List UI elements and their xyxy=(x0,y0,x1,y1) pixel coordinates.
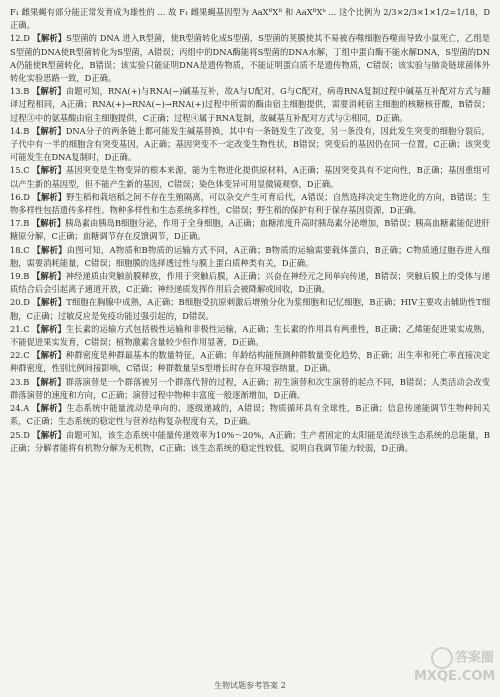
question-number: 21.C xyxy=(10,323,30,334)
question-number: 13.B xyxy=(10,86,30,97)
question-number: 17.B xyxy=(10,218,30,229)
analysis-tag: 【解析】 xyxy=(31,218,66,229)
analysis-tag: 【解析】 xyxy=(32,125,66,136)
answer-paragraph xyxy=(10,217,490,243)
question-number: 23.B xyxy=(10,376,30,387)
answer-paragraph xyxy=(10,6,490,32)
analysis-tag: 【解析】 xyxy=(32,323,66,334)
answer-paragraph xyxy=(10,296,490,322)
analysis-text: 由题可知，该生态系统中能量传递效率为10%～20%，A正确；生产者固定的太阳能是流经该生态系统的总能量，B正确；分解者能将有机物分解为无机物，C正确；该生态系统的稳定性较低，说明自我调节能力较弱，D正确。 xyxy=(10,429,490,453)
analysis-text: F₁ 雌果蝇有部分能正常发育成为雄性的 ... 故 F₁ 雌果蝇基因型为 AaXᴮXᴮ 和 AaXᴮXᵇ ... 这个比例为 2/3×2/3×1×1/2=1/18，D 正确。 xyxy=(10,7,490,31)
answer-paragraph xyxy=(10,429,490,455)
analysis-tag: 【解析】 xyxy=(32,86,66,97)
question-number: 16.D xyxy=(10,191,30,202)
answer-paragraph xyxy=(10,270,490,296)
answer-paragraph xyxy=(10,402,490,428)
analysis-text: DNA分子的两条链上都可能发生碱基替换，其中有一条链发生了改变，另一条没有，因此发生突变的细胞分裂后，子代中有一半的细胞含有突变基因，A正确；基因突变不一定改变生物性状，B错误；突变后的基因仍在同一位置，C正确；该突变可能发生在DNA复制时，D正确。 xyxy=(10,125,490,163)
analysis-tag: 【解析】 xyxy=(32,403,67,414)
answer-paragraph xyxy=(10,349,490,375)
analysis-text: T细胞在胸腺中成熟，A正确；B细胞受抗原刺激后增殖分化为浆细胞和记忆细胞，B正确；HIV主要攻击辅助性T细胞，C正确；过敏反应是免疫功能过强引起的，D错误。 xyxy=(10,297,491,321)
analysis-text: 由题可知，RNA(+)与RNA(−)碱基互补，故A与U配对，G与C配对，病毒RNA复制过程中碱基互补配对方式与翻译过程相同，A正确；RNA(+)→RNA(−)→RNA(+)过程中所需的酶由宿主细胞提供，需要消耗宿主细胞的核糖核苷酸，B错误；过程③中的氨基酸由宿主细胞提供，C正确；过程④属于RNA复制，故碱基互补配对方式与②相同，D正确。 xyxy=(10,86,491,123)
analysis-text: 基因突变是生物变异的根本来源，能为生物进化提供原材料，A正确；基因突变具有不定向性，B正确；基因重组可以产生新的基因型，但不能产生新的基因，C错误；染色体变异可用显微镜观察，D正确。 xyxy=(10,165,490,189)
question-number: 15.C xyxy=(10,165,30,176)
watermark-line1: 答案圈 xyxy=(454,650,494,666)
analysis-text: 生态系统中能量流动是单向的、逐级递减的，A错误；物质循环具有全球性，B正确；信息传递能调节生物种间关系，C正确；生态系统的稳定性与营养结构复杂程度有关，D正确。 xyxy=(10,403,491,427)
analysis-tag: 【解析】 xyxy=(32,376,66,387)
analysis-tag: 【解析】 xyxy=(32,165,66,176)
watermark-logo-icon xyxy=(431,647,453,669)
question-number: 18.C xyxy=(10,244,30,255)
watermark-line2: MXQE.COM xyxy=(414,669,496,684)
analysis-tag: 【解析】 xyxy=(32,429,66,440)
analysis-text: 由图可知，A物质和B物质的运输方式不同，A正确；B物质的运输需要载体蛋白，B正确；C物质通过胞吞进入细胞，需要消耗能量，C错误；细胞膜的选择透过性与膜上蛋白质种类有关，D正确。 xyxy=(10,244,490,268)
question-number: 19.B xyxy=(10,271,30,282)
question-number: 24.A xyxy=(10,403,30,414)
analysis-tag: 【解析】 xyxy=(32,244,67,255)
analysis-tag: 【解析】 xyxy=(32,297,67,308)
analysis-text: 神经递质由突触前膜释放，作用于突触后膜，A正确；兴奋在神经元之间单向传递，B错误；突触后膜上的受体与递质结合后会引起离子通道开放，C正确；神经递质发挥作用后会被降解或回收，D正确。 xyxy=(10,271,490,295)
answer-paragraph xyxy=(10,85,490,125)
watermark xyxy=(414,647,494,687)
analysis-tag: 【解析】 xyxy=(32,350,66,361)
question-number: 14.B xyxy=(10,125,30,136)
analysis-text: 野生稻和栽培稻之间不存在生殖隔离，可以杂交产生可育后代，A错误；自然选择决定生物进化的方向，B错误；生物多样性包括遗传多样性、物种多样性和生态系统多样性，C错误；野生稻的保护有利于保存基因资源，D正确。 xyxy=(10,191,491,216)
question-number: 25.D xyxy=(10,429,30,440)
analysis-tag: 【解析】 xyxy=(32,191,67,202)
analysis-text: 生长素的运输方式包括极性运输和非极性运输，A正确；生长素的作用具有两重性，B正确；乙烯能促进果实成熟，不能促进果实发育，C错误；植物激素含量较少但作用显著，D正确。 xyxy=(10,323,490,348)
question-number: 12.D xyxy=(10,33,30,44)
analysis-text: 群落演替是一个群落被另一个群落代替的过程，A正确；初生演替和次生演替的起点不同，B错误；人类活动会改变群落演替的速度和方向，C正确；演替过程中物种丰富度一般逐渐增加，D正确。 xyxy=(10,376,490,400)
answer-paragraph xyxy=(10,323,490,349)
answer-paragraph xyxy=(10,125,490,165)
answer-paragraph xyxy=(10,32,490,85)
analysis-text: S型菌的 DNA 进入R型菌，使R型菌转化成S型菌，S型菌的荚膜使其不易被吞噬细胞吞噬而导致小鼠死亡，乙组是S型菌的DNA使R型菌转化为S型菌，A错误；丙组中的DNA酶能将S型菌的DNA水解，丁组中蛋白酶不能水解DNA，S型菌的DNA仍能使R型菌转化，B错误；该实验只能证明DNA是遗传物质，不能证明蛋白质不是遗传物质，C错误；该实验与肺炎链球菌体外转化实验思路一致，D正确。 xyxy=(10,33,490,84)
question-number: 20.D xyxy=(10,297,30,308)
analysis-tag: 【解析】 xyxy=(32,33,67,44)
answer-paragraph xyxy=(10,376,490,402)
answer-paragraph xyxy=(10,244,490,270)
answer-paragraph xyxy=(10,191,490,217)
answer-paragraph xyxy=(10,164,490,190)
page-footer: 生物试题参考答案 2 xyxy=(214,681,286,690)
answer-page xyxy=(10,6,490,455)
question-number: 22.C xyxy=(10,350,30,361)
analysis-text: 种群密度是种群最基本的数量特征，A正确；年龄结构能预测种群数量变化趋势，B正确；出生率和死亡率直接决定种群密度，性别比例间接影响，C错误；种群数量呈S型增长时存在环境容纳量，D正确。 xyxy=(10,350,490,374)
analysis-tag: 【解析】 xyxy=(32,271,66,282)
analysis-text: 胰岛素由胰岛B细胞分泌，作用于全身细胞，A正确；血糖浓度升高时胰岛素分泌增加，B错误；胰高血糖素能促进肝糖原分解，C正确；血糖调节存在反馈调节，D正确。 xyxy=(10,218,490,242)
